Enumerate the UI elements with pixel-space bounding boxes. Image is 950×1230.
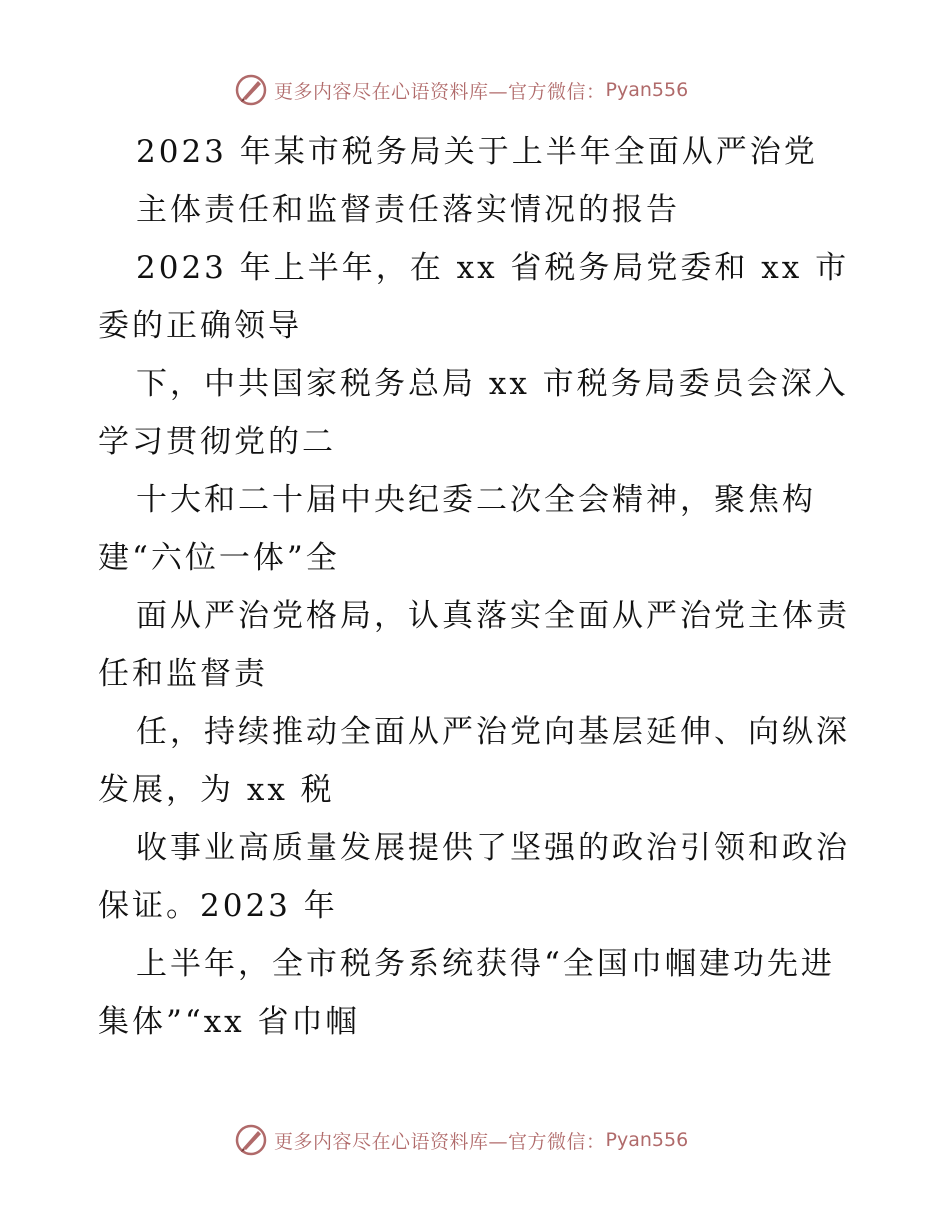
text-line: 十大和二十届中央纪委二次全会精神，聚焦构	[136, 482, 816, 518]
text-line: 集体”“xx 省巾帼	[98, 1004, 360, 1040]
watermark-text: 更多内容尽在心语资料库—官方微信：	[274, 1130, 606, 1153]
quill-pen-circle-icon	[234, 1123, 268, 1157]
text-line: 保证。2023 年	[98, 888, 338, 924]
footer-watermark	[234, 1122, 688, 1158]
document-body	[98, 123, 858, 1051]
header-watermark	[234, 72, 688, 108]
text-line: 建“六位一体”全	[98, 540, 340, 576]
text-line: 2023 年某市税务局关于上半年全面从严治党	[136, 134, 818, 170]
text-line: 面从严治党格局，认真落实全面从严治党主体责	[136, 598, 850, 634]
text-line: 发展，为 xx 税	[98, 772, 335, 808]
text-line: 下，中共国家税务总局 xx 市税务局委员会深入	[136, 366, 849, 402]
text-line: 主体责任和监督责任落实情况的报告	[136, 192, 680, 228]
text-line: 任和监督责	[98, 656, 268, 692]
quill-pen-circle-icon	[234, 73, 268, 107]
watermark-wechat-id: Pyan556	[605, 1129, 689, 1151]
text-line: 任，持续推动全面从严治党向基层延伸、向纵深	[136, 714, 850, 750]
watermark-wechat-id: Pyan556	[605, 79, 689, 101]
watermark-text: 更多内容尽在心语资料库—官方微信：	[274, 80, 606, 103]
text-line: 2023 年上半年，在 xx 省税务局党委和 xx 市	[136, 250, 850, 286]
text-line: 委的正确领导	[98, 308, 302, 344]
text-line: 学习贯彻党的二	[98, 424, 336, 460]
text-line: 上半年，全市税务系统获得“全国巾帼建功先进	[136, 946, 835, 982]
text-line: 收事业高质量发展提供了坚强的政治引领和政治	[136, 830, 850, 866]
